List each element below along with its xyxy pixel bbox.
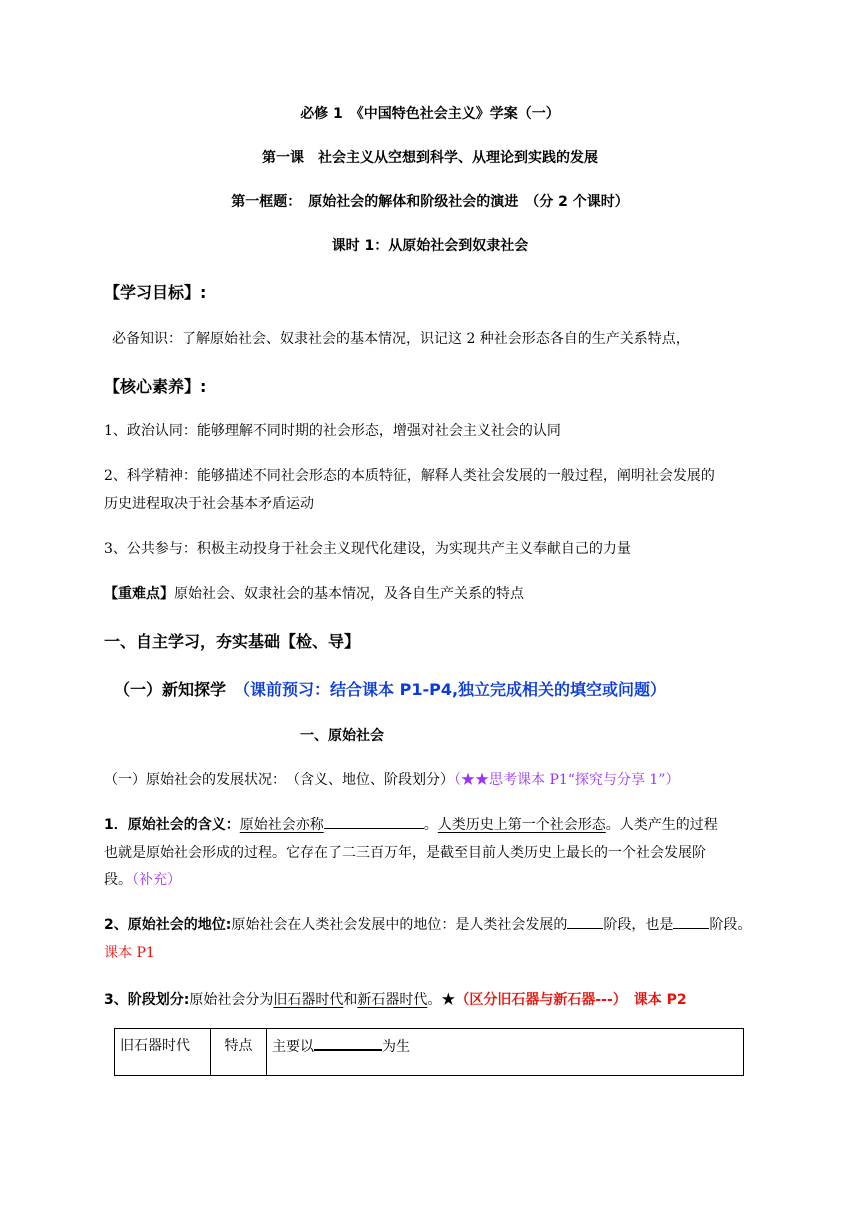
stone-age-table	[114, 1028, 744, 1076]
item-3-note: （区分旧石器与新石器---） 课本 P2	[455, 992, 687, 1008]
item-1-after-blank: 。	[423, 817, 438, 833]
table-blank	[314, 1035, 382, 1051]
item-3-label: 3、阶段划分:	[104, 992, 190, 1008]
item-1-label: 1．原始社会的含义：	[104, 817, 240, 833]
item-2-blank-1	[567, 914, 603, 929]
table-cell-feature: 特点	[211, 1029, 267, 1075]
item-3-line	[104, 989, 687, 1009]
section-1-heading: 一、自主学习，夯实基础【检、导】	[104, 632, 361, 651]
item-2-blank-2	[673, 914, 709, 929]
literacy-item-2-line-2: 历史进程取决于社会基本矛盾运动	[104, 496, 314, 512]
item-1-blank	[324, 814, 424, 829]
document-title: 必修 1 《中国特色社会主义》学案（一）	[300, 106, 560, 122]
item-1-line-2: 也就是原始社会形成的过程。它存在了二三百万年，是截至目前人类历史上最长的一个社会发展阶	[104, 845, 706, 861]
table-desc-b: 为生	[382, 1039, 410, 1055]
item-1-underlined-2: 人类历史上第一个社会形态	[437, 817, 606, 833]
keypoints-label: 【重难点】	[104, 586, 174, 602]
status-label: （一）原始社会的发展状况： （含义、地位、阶段划分）	[104, 772, 454, 788]
lesson-title: 第一课 社会主义从空想到科学、从理论到实践的发展	[262, 150, 598, 166]
goals-heading: 【学习目标】:	[104, 283, 207, 302]
item-3-text-b: 。★	[427, 992, 456, 1008]
literacy-item-2-line-1: 2、科学精神：能够描述不同社会形态的本质特征，解释人类社会发展的一般过程，阐明社会发展的	[104, 468, 715, 484]
item-3-text-a: 原始社会分为	[189, 992, 274, 1008]
old-stone-age: 旧石器时代	[273, 992, 344, 1008]
item-1-line-3-text: 段。	[104, 872, 132, 888]
item-2-text-a: 原始社会在人类社会发展中的地位：是人类社会发展的	[231, 917, 568, 933]
item-3-and: 和	[343, 992, 358, 1008]
item-2-label: 2、原始社会的地位:	[104, 917, 232, 933]
item-2-ref: 课本 P1	[104, 945, 155, 961]
topic-primitive-society: 一、原始社会	[300, 728, 384, 744]
keypoints-text: 原始社会、奴隶社会的基本情况，及各自生产关系的特点	[174, 586, 524, 602]
new-stone-age: 新石器时代	[357, 992, 428, 1008]
item-2-text-b: 阶段，也是	[603, 917, 674, 933]
item-1-rest: 。人类产生的过程	[605, 817, 718, 833]
new-knowledge-label: （一）新知探学	[114, 680, 243, 699]
item-2-text-c: 阶段。	[709, 917, 752, 933]
new-knowledge-line	[114, 677, 666, 700]
frame-title: 第一框题： 原始社会的解体和阶级社会的演进 （分 2 个课时）	[231, 194, 629, 210]
literacy-item-3: 3、公共参与：积极主动投身于社会主义现代化建设，为实现共产主义奉献自己的力量	[104, 541, 631, 557]
item-1-line-1	[104, 814, 718, 834]
goals-knowledge: 必备知识：了解原始社会、奴隶社会的基本情况，识记这 2 种社会形态各自的生产关系特点，	[112, 331, 690, 347]
item-1-line-3	[104, 869, 181, 889]
status-note: （★★思考课本 P1“探究与分享 1”）	[454, 772, 680, 788]
table-cell-period: 旧石器时代	[115, 1029, 211, 1075]
literacy-item-1: 1、政治认同：能够理解不同时期的社会形态，增强对社会主义社会的认同	[104, 423, 561, 439]
period-title: 课时 1：从原始社会到奴隶社会	[331, 238, 529, 254]
status-line	[104, 769, 679, 789]
supplement-note: （补充）	[132, 872, 181, 888]
item-1-underlined-1: 原始社会亦称	[239, 817, 324, 833]
preview-note: （课前预习：结合课本 P1-P4,独立完成相关的填空或问题）	[242, 680, 667, 699]
literacy-heading: 【核心素养】:	[104, 377, 207, 396]
table-cell-description	[267, 1029, 743, 1075]
table-desc-a: 主要以	[272, 1039, 314, 1055]
item-2-line-1	[104, 914, 751, 934]
keypoints	[104, 583, 524, 603]
